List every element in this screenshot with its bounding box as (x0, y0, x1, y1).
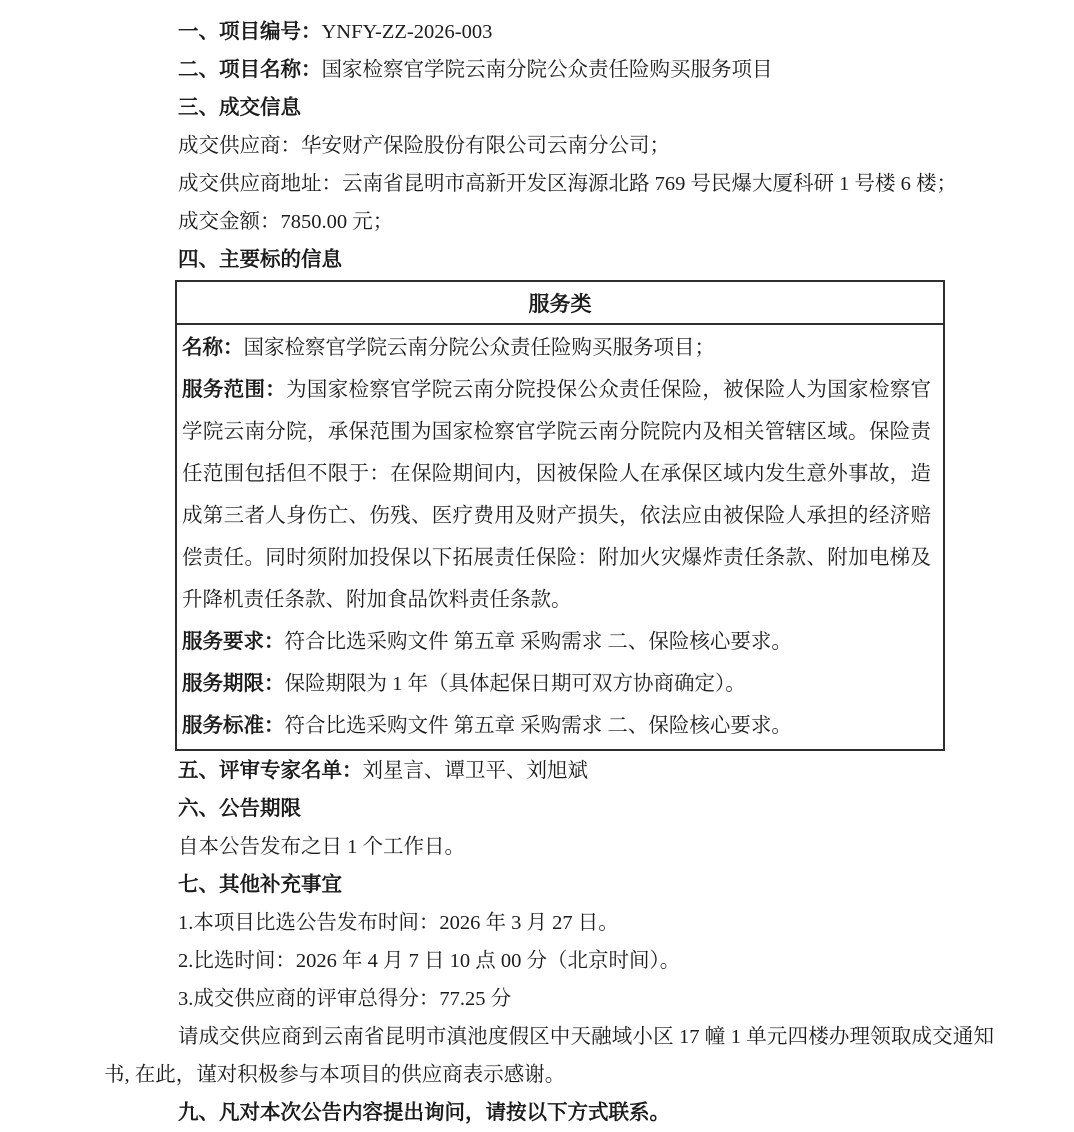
total-score-line (104, 980, 994, 1018)
notice-pickup-paragraph (104, 1018, 994, 1094)
selection-time-line (104, 942, 994, 980)
project-number-line (104, 13, 994, 51)
paragraph-label: 四、主要标的信息 (178, 249, 342, 271)
paragraph-text: 为国家检察官学院云南分院投保公众责任保险，被保险人为国家检察官学院云南分院，承保范围为国家检察官学院云南分院院内及相关管辖区域。保险责任范围包括但不限于：在保险期间内，因被保险人在承保区域内发生意外事故，造成第三者人身伤亡、伤残、医疗费用及财产损失，依法应由被保险人承担的经济赔偿责任。同时须附加投保以下拓展责任保险：附加火灾爆炸责任条款、附加电梯及升降机责任条款、附加食品饮料责任条款。 (182, 379, 932, 611)
paragraph-text: 符合比选采购文件 第五章 采购需求 二、保险核心要求。 (284, 715, 792, 737)
subject-matter-heading (104, 241, 994, 279)
paragraph-label: 三、成交信息 (178, 97, 301, 119)
paragraph-label: 服务范围： (182, 379, 287, 401)
paragraph-label: 服务标准： (182, 715, 285, 737)
award-info-heading (104, 89, 994, 127)
review-experts-line (104, 752, 994, 790)
paragraph-text: 成交供应商：华安财产保险股份有限公司云南分公司； (178, 135, 670, 157)
announcement-period-heading (104, 790, 994, 828)
table-paragraph-requirements (182, 621, 931, 663)
table-paragraph-name (182, 327, 931, 369)
award-amount-line (104, 203, 994, 241)
table-paragraph-term (182, 663, 931, 705)
paragraph-label: 七、其他补充事宜 (178, 874, 342, 896)
table-header-row (176, 281, 944, 324)
supplier-line (104, 127, 994, 165)
paragraph-label: 五、评审专家名单： (178, 760, 363, 782)
paragraph-text: 符合比选采购文件 第五章 采购需求 二、保险核心要求。 (284, 631, 792, 653)
announcement-period-line (104, 828, 994, 866)
paragraph-label: 六、公告期限 (178, 798, 301, 820)
service-category-header: 服务类 (176, 281, 944, 324)
paragraph-text: 1.本项目比选公告发布时间：2026 年 3 月 27 日。 (178, 912, 619, 934)
table-body-row (176, 324, 944, 750)
paragraph-text: YNFY-ZZ-2026-003 (321, 21, 493, 43)
paragraph-text: 保险期限为 1 年（具体起保日期可双方协商确定）。 (284, 673, 746, 695)
paragraph-label: 服务要求： (182, 631, 285, 653)
paragraph-text: 刘星言、谭卫平、刘旭斌 (362, 760, 588, 782)
paragraph-text: 2.比选时间：2026 年 4 月 7 日 10 点 00 分（北京时间）。 (178, 950, 681, 972)
paragraph-text: 国家检察官学院云南分院公众责任险购买服务项目； (243, 337, 715, 359)
publish-date-line (104, 904, 994, 942)
paragraph-text: 成交供应商地址：云南省昆明市高新开发区海源北路 769 号民爆大厦科研 1 号楼 6 楼； (178, 173, 957, 195)
table-paragraph-scope (182, 369, 931, 621)
project-name-line (104, 51, 994, 89)
table-body-cell (176, 324, 944, 750)
paragraph-text: 成交金额：7850.00 元； (178, 211, 394, 233)
contact-heading (104, 1094, 994, 1132)
supplementary-heading (104, 866, 994, 904)
paragraph-text: 请成交供应商到云南省昆明市滇池度假区中天融域小区 17 幢 1 单元四楼办理领取成交通知书, 在此，谨对积极参与本项目的供应商表示感谢。 (104, 1026, 994, 1086)
paragraph-text: 自本公告发布之日 1 个工作日。 (178, 836, 465, 858)
supplier-address-line (104, 165, 994, 203)
paragraph-label: 九、凡对本次公告内容提出询问，请按以下方式联系。 (178, 1102, 670, 1124)
paragraph-text: 3.成交供应商的评审总得分：77.25 分 (178, 988, 512, 1010)
table-paragraph-standard (182, 705, 931, 747)
paragraph-label: 二、项目名称： (178, 59, 322, 81)
paragraph-label: 一、项目编号： (178, 21, 322, 43)
paragraph-label: 名称： (182, 337, 244, 359)
paragraph-label: 服务期限： (182, 673, 285, 695)
paragraph-text: 国家检察官学院云南分院公众责任险购买服务项目 (321, 59, 773, 81)
subject-matter-table (175, 280, 945, 751)
